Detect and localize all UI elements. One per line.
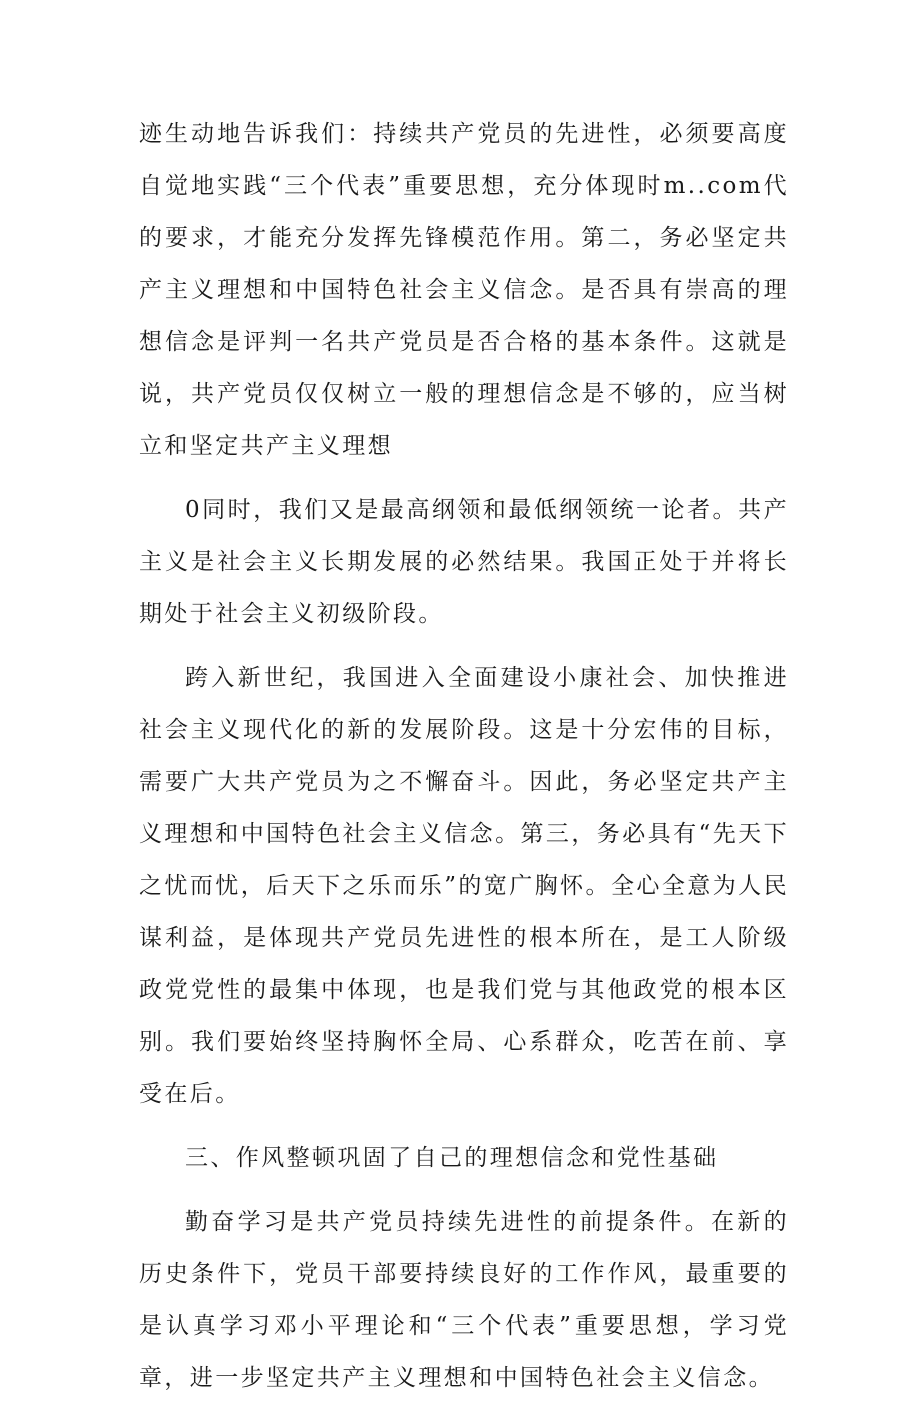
paragraph-4: 勤奋学习是共产党员持续先进性的前提条件。在新的历史条件下，党员干部要持续良好的工作作风，最重要的是认真学习邓小平理论和“三个代表”重要思想，学习党章，进一步坚定共产主义理想和中国特色社会主义信念。 (139, 1209, 789, 1391)
paragraph-2: 0同时，我们又是最高纲领和最低纲领统一论者。共产主义是社会主义长期发展的必然结果。我国正处于并将长期处于社会主义初级阶段。 (139, 497, 789, 627)
section-heading: 三、作风整顿巩固了自己的理想信念和党性基础 (185, 1145, 719, 1171)
paragraph-3: 跨入新世纪，我国进入全面建设小康社会、加快推进社会主义现代化的新的发展阶段。这是十分宏伟的目标，需要广大共产党员为之不懈奋斗。因此，务必坚定共产主义理想和中国特色社会主义信念。第三，务必具有“先天下之忧而忧，后天下之乐而乐”的宽广胸怀。全心全意为人民谋利益，是体现共产党员先进性的根本所在，是工人阶级政党党性的最集中体现，也是我们党与其他政党的根本区别。我们要始终坚持胸怀全局、心系群众，吃苦在前、享受在后。 (139, 665, 789, 1107)
paragraph-1: 迹生动地告诉我们：持续共产党员的先进性，必须要高度自觉地实践“三个代表”重要思想，充分体现时m..com代的要求，才能充分发挥先锋模范作用。第二，务必坚定共产主义理想和中国特色社会主义信念。是否具有崇高的理想信念是评判一名共产党员是否合格的基本条件。这就是说，共产党员仅仅树立一般的理想信念是不够的，应当树立和坚定共产主义理想 (139, 121, 789, 459)
document-body (139, 108, 789, 1404)
